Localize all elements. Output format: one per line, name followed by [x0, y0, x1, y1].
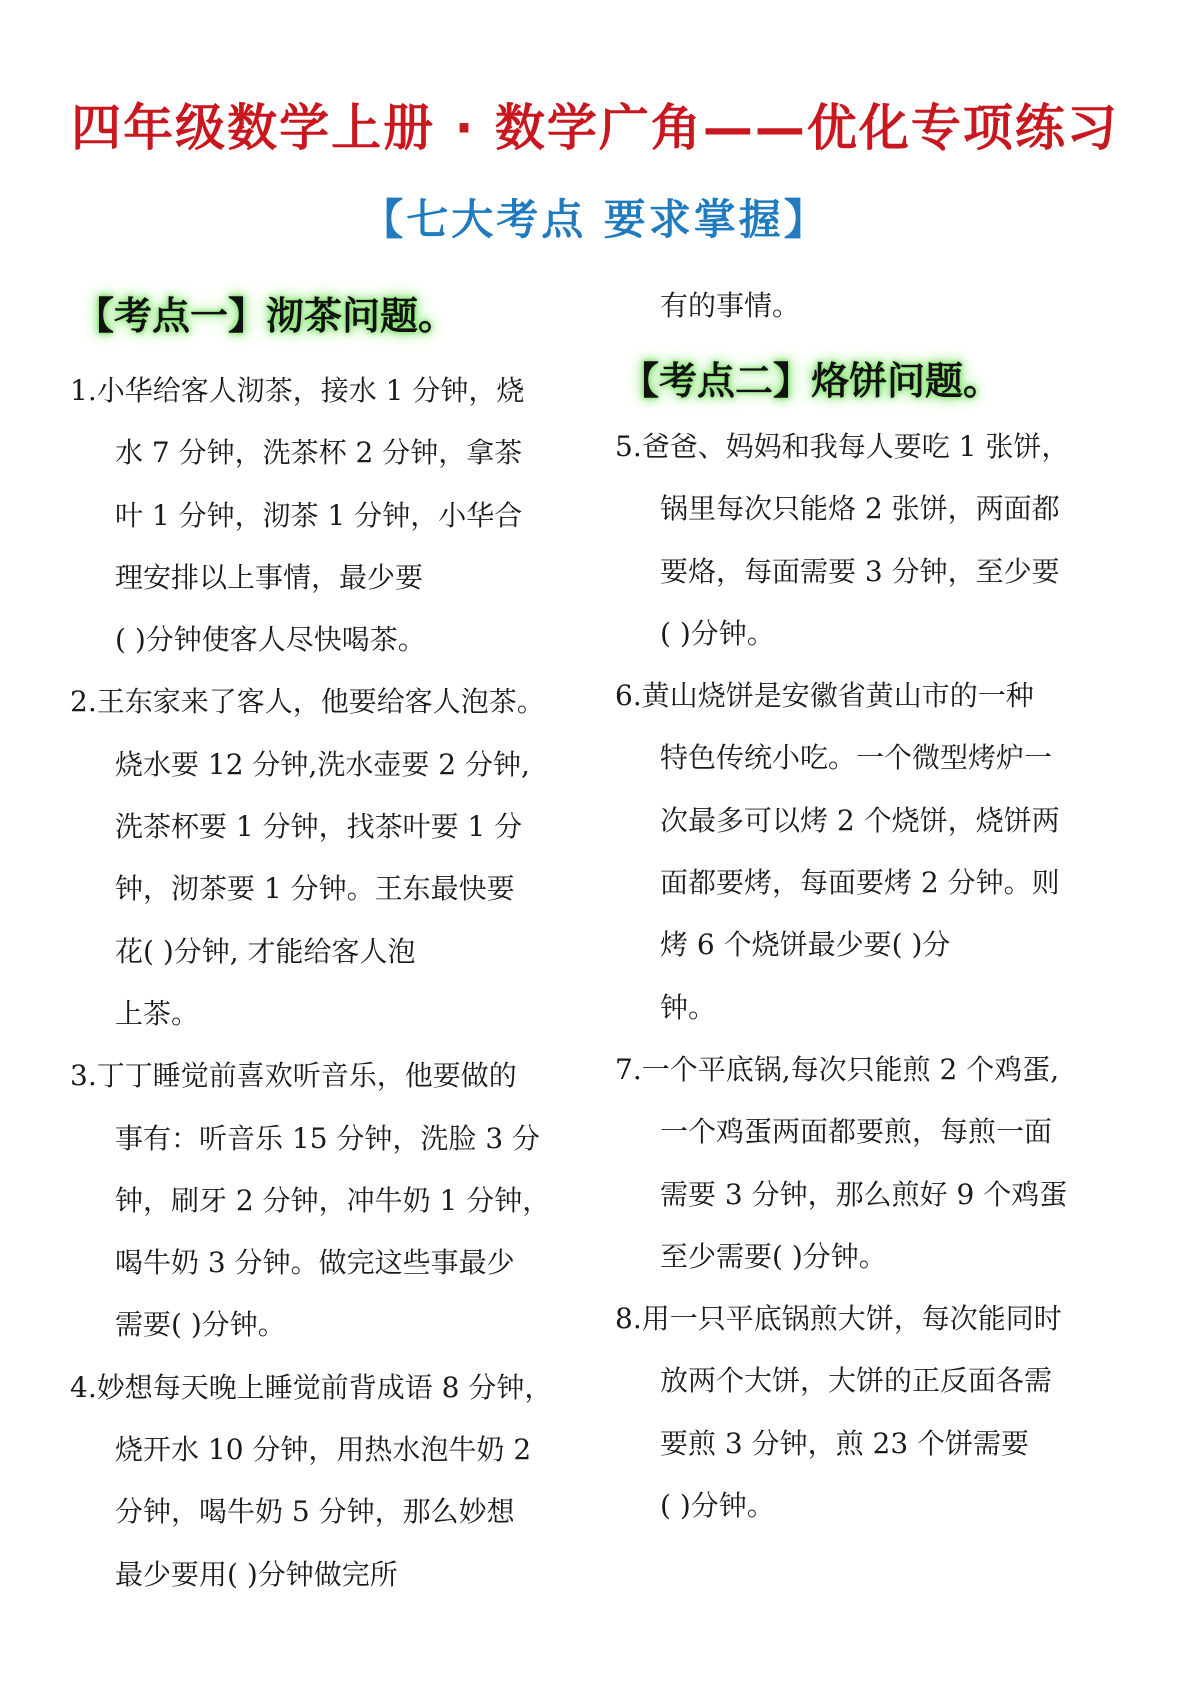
question-line: 一个鸡蛋两面都要煎，每煎一面 [660, 1115, 1053, 1149]
question-line: ( )分钟使客人尽快喝茶。 [115, 623, 426, 657]
question-line: 6.黄山烧饼是安徽省黄山市的一种 [615, 679, 1034, 713]
question-line: 放两个大饼，大饼的正反面各需 [660, 1364, 1053, 1398]
question-line: 面都要烤，每面要烤 2 分钟。则 [660, 866, 1060, 900]
right-column [615, 416, 1135, 1537]
question-line: 锅里每次只能烙 2 张饼，两面都 [660, 492, 1060, 526]
question-line: 4.妙想每天晚上睡觉前背成语 8 分钟， [70, 1370, 553, 1404]
question-line: 分钟，喝牛奶 5 分钟，那么妙想 [115, 1495, 515, 1529]
section-heading-1: 【考点一】沏茶问题。 [76, 294, 457, 338]
question-line: ( )分钟。 [660, 616, 775, 650]
question-line: 理安排以上事情，最少要 [115, 560, 424, 594]
question-line: 洗茶杯要 1 分钟，找茶叶要 1 分 [115, 810, 523, 844]
question-line: 7.一个平底锅,每次只能煎 2 个鸡蛋, [615, 1052, 1060, 1086]
question-line: 8.用一只平底锅煎大饼，每次能同时 [615, 1302, 1062, 1336]
question-line: 特色传统小吃。一个微型烤炉一 [660, 741, 1053, 775]
question-line: 最少要用( )分钟做完所 [115, 1557, 398, 1591]
page-title: 四年级数学上册 · 数学广角——优化专项练习 [71, 99, 1119, 157]
question-line: 上茶。 [115, 996, 200, 1030]
question-line: ( )分钟。 [660, 1489, 775, 1523]
section-heading-2: 【考点二】烙饼问题。 [621, 359, 1002, 403]
question-line: 5.爸爸、妈妈和我每人要吃 1 张饼， [615, 430, 1070, 463]
question-line: 烤 6 个烧饼最少要( )分 [660, 928, 951, 962]
question-line: 水 7 分钟，洗茶杯 2 分钟，拿茶 [115, 436, 523, 470]
left-column [70, 360, 600, 1606]
question-line: 花( )分钟, 才能给客人泡 [115, 934, 416, 968]
page-subtitle: 【七大考点 要求掌握】 [361, 195, 829, 244]
question-line: 需要 3 分钟，那么煎好 9 个鸡蛋 [660, 1177, 1068, 1211]
question-line: 3.丁丁睡觉前喜欢听音乐，他要做的 [70, 1059, 517, 1093]
question-line: 烧水要 12 分钟,洗水壶要 2 分钟, [115, 747, 530, 781]
question-line: 至少需要( )分钟。 [660, 1239, 887, 1273]
question-line: 钟，沏茶要 1 分钟。王东最快要 [115, 872, 515, 906]
question-line: 事有：听音乐 15 分钟，洗脸 3 分 [115, 1121, 541, 1155]
question-line: 1.小华给客人沏茶，接水 1 分钟，烧 [70, 374, 525, 407]
question-line: 次最多可以烤 2 个烧饼，烧饼两 [660, 803, 1060, 837]
right-continuation-text: 有的事情。 [660, 289, 801, 322]
question-line: 需要( )分钟。 [115, 1308, 286, 1342]
question-line: 烧开水 10 分钟，用热水泡牛奶 2 [115, 1433, 532, 1467]
question-line: 叶 1 分钟，沏茶 1 分钟，小华合 [115, 498, 523, 532]
question-line: 钟，刷牙 2 分钟，冲牛奶 1 分钟， [115, 1183, 551, 1217]
question-line: 钟。 [660, 990, 717, 1024]
question-line: 要煎 3 分钟，煎 23 个饼需要 [660, 1426, 1030, 1460]
question-line: 喝牛奶 3 分钟。做完这些事最少 [115, 1246, 515, 1280]
question-line: 2.王东家来了客人，他要给客人泡茶。 [70, 685, 545, 719]
question-line: 要烙，每面需要 3 分钟，至少要 [660, 554, 1060, 588]
